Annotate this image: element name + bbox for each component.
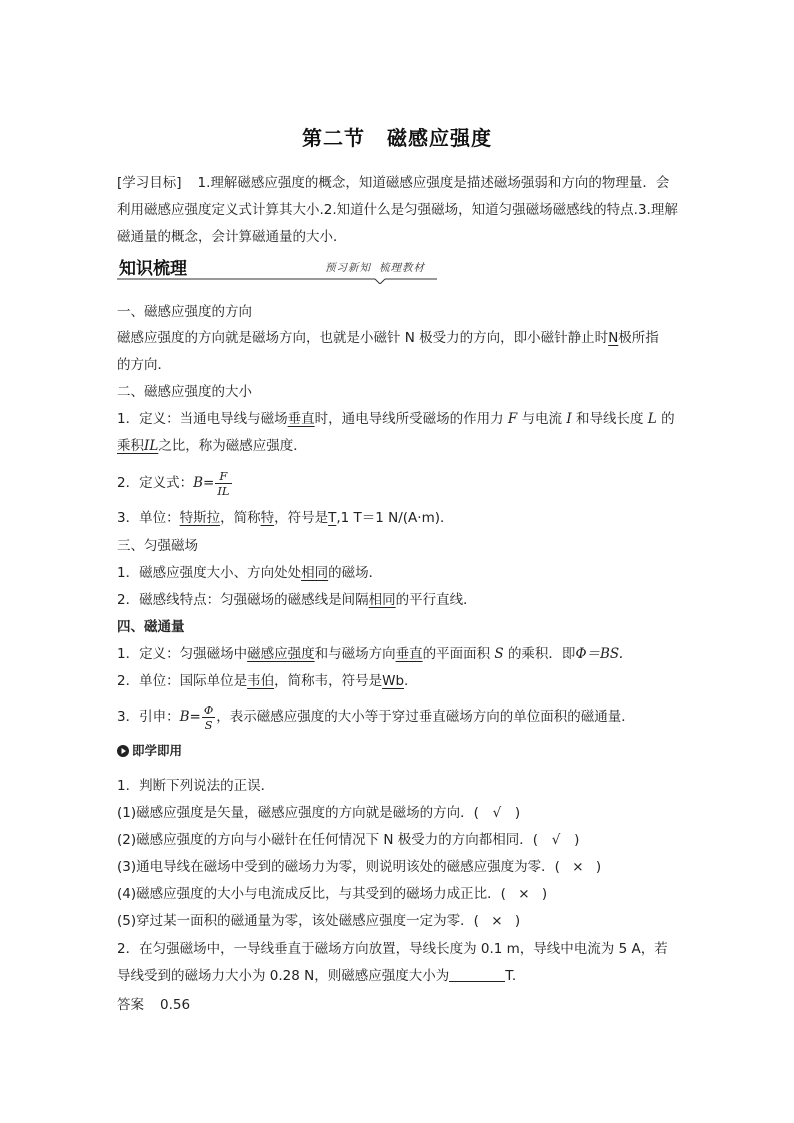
banner-subtitle [325, 260, 425, 275]
flux-unit: 2．单位：国际单位是韦伯，简称韦，符号是Wb. [117, 673, 409, 689]
judgement-item-5: (5)穿过某一面积的磁通量为零，该处磁感应强度一定为零．( × ) [117, 913, 521, 929]
answer-label: 答案 [117, 997, 144, 1013]
judgement-item-4: (4)磁感应强度的大小与电流成反比，与其受到的磁场力成正比．( × ) [117, 886, 548, 902]
definition-line2: 乘积IL之比，称为磁感应强度． [117, 438, 307, 454]
banner-title: 知识梳理 [119, 259, 187, 279]
judgement-item-1: (1)磁感应强度是矢量，磁感应强度的方向就是磁场的方向．( √ ) [117, 805, 521, 821]
page-title [0, 122, 794, 151]
answer-value: 0.56 [160, 997, 191, 1013]
flux-extension: 3．引申：B= $\frac{\Phi}{S}$ ，表示磁感应强度的大小等于穿过垂直磁场方向的单位面积的磁通量． [117, 702, 635, 732]
flux-definition: 1．定义：匀强磁场中磁感应强度和与磁场方向垂直的平面面积 S 的乘积．即Φ＝BS. [117, 646, 623, 662]
section3-heading: 三、匀强磁场 [117, 538, 198, 554]
section3-line1: 1．磁感应强度大小、方向处处相同的磁场． [117, 565, 383, 581]
knowledge-banner [117, 254, 437, 284]
question1: 1．判断下列说法的正误． [117, 778, 275, 794]
section1-line1: 磁感应强度的方向就是磁场方向，也就是小磁针 N 极受力的方向，即小磁针静止时N极所指 [117, 330, 659, 346]
banner-sub2: 梳理教材 [379, 262, 425, 274]
section-number: 第二节 [302, 126, 365, 150]
formula-line: 2．定义式：B= $\frac{F}{IL}$ [117, 468, 230, 498]
flux-fraction: $\frac{\Phi}{S}$ [203, 702, 214, 732]
play-circle-icon [117, 745, 129, 757]
section4-heading: 四、磁通量 [117, 619, 185, 635]
section3-line2: 2．磁感线特点：匀强磁场的磁感线是间隔相同的平行直线． [117, 592, 477, 608]
goals-tag: [学习目标] [117, 175, 182, 191]
question2-line1: 2．在匀强磁场中，一导线垂直于磁场方向放置，导线长度为 0.1 m，导线中电流为 5 A，若 [117, 941, 668, 957]
section2-heading: 二、磁感应强度的大小 [117, 384, 252, 400]
answer-blank [449, 967, 505, 982]
unit-line: 3．单位：特斯拉，简称特，符号是T,1 T＝1 N/(A·m)． [117, 510, 454, 526]
section1-line2: 的方向． [117, 357, 171, 373]
goals-text: 1.理解磁感应强度的概念，知道磁感应强度是描述磁场强弱和方向的物理量．会利用磁感应强度定义式计算其大小.2.知道什么是匀强磁场，知道匀强磁场磁感线的特点.3.理解磁通量的概念，会计算磁通量的大小． [117, 175, 678, 245]
judgement-item-3: (3)通电导线在磁场中受到的磁场力为零，则说明该处的磁感应强度为零．( × ) [117, 859, 602, 875]
section1-heading: 一、磁感应强度的方向 [117, 304, 252, 320]
question2-line2: 导线受到的磁场力大小为 0.28 N，则磁感应强度大小为 T. [117, 968, 517, 984]
section-title: 磁感应强度 [387, 126, 492, 150]
answer-line [117, 995, 679, 1015]
learning-goals [117, 170, 679, 251]
formula-fraction: $\frac{F}{IL}$ [217, 468, 230, 498]
definition-line1: 1．定义：当通电导线与磁场垂直时，通电导线所受磁场的作用力 F 与电流 I 和导线长度 L 的 [117, 411, 675, 427]
banner-sub1: 预习新知 [325, 262, 371, 274]
judgement-item-2: (2)磁感应强度的方向与小磁针在任何情况下 N 极受力的方向都相同．( √ ) [117, 832, 580, 848]
practice-heading: 即学即用 [117, 741, 679, 761]
